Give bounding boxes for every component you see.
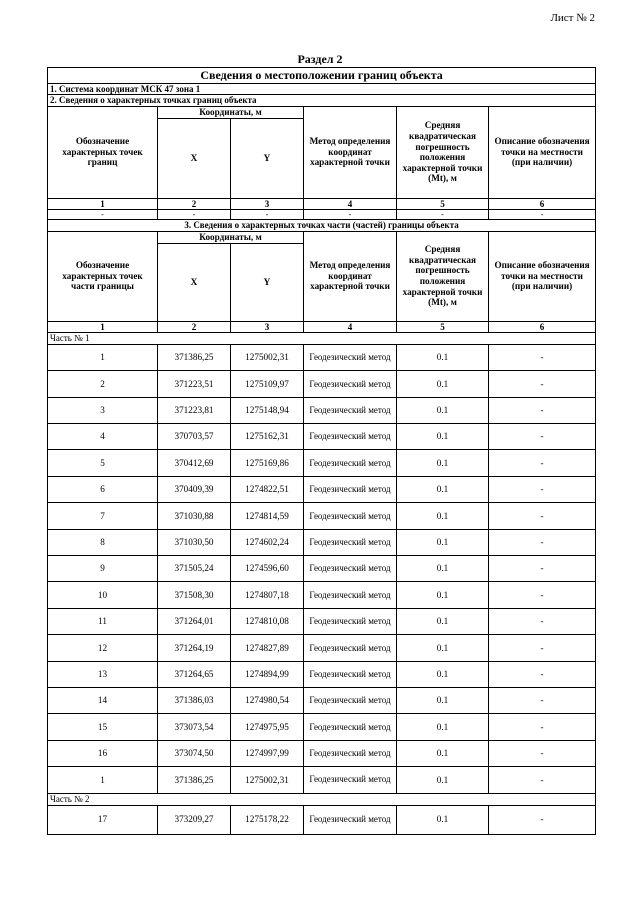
- mt-cell: 0.1: [397, 529, 489, 555]
- method-cell: Геодезический метод: [304, 805, 397, 834]
- section-2-title: 2. Сведения о характерных точках границ объекта: [48, 95, 596, 106]
- empty-cell: -: [48, 210, 158, 220]
- method-cell: Геодезический метод: [304, 767, 397, 793]
- coord-y: 1275002,31: [231, 344, 304, 370]
- header-coordinates: Координаты, м: [158, 106, 304, 118]
- header-x: X: [158, 243, 231, 321]
- description-cell: -: [489, 450, 596, 476]
- description-cell: -: [489, 608, 596, 634]
- point-number: 4: [48, 424, 158, 450]
- description-cell: -: [489, 556, 596, 582]
- point-number: 12: [48, 635, 158, 661]
- point-number: 11: [48, 608, 158, 634]
- mt-cell: 0.1: [397, 371, 489, 397]
- coord-y: 1274827,89: [231, 635, 304, 661]
- part-2-label: Часть № 2: [48, 793, 596, 805]
- coord-x: 370703,57: [158, 424, 231, 450]
- section-3-title: 3. Сведения о характерных точках части (частей) границы объекта: [48, 220, 596, 231]
- coord-system: 1. Система координат МСК 47 зона 1: [48, 84, 596, 95]
- mt-cell: 0.1: [397, 767, 489, 793]
- header-method: Метод определения координат характерной точки: [304, 231, 397, 321]
- description-cell: -: [489, 635, 596, 661]
- coord-y: 1274894,99: [231, 661, 304, 687]
- col-number: 1: [48, 321, 158, 332]
- empty-cell: -: [397, 210, 489, 220]
- point-number: 7: [48, 503, 158, 529]
- coord-x: 373209,27: [158, 805, 231, 834]
- coord-x: 371386,25: [158, 767, 231, 793]
- method-cell: Геодезический метод: [304, 687, 397, 713]
- header-error: Средняя квадратическая погрешность положения характерной точки (Mt), м: [397, 231, 489, 321]
- point-number: 6: [48, 476, 158, 502]
- mt-cell: 0.1: [397, 397, 489, 423]
- coord-y: 1275109,97: [231, 371, 304, 397]
- table-row: [48, 503, 596, 529]
- point-number: 16: [48, 740, 158, 766]
- coord-y: 1274814,59: [231, 503, 304, 529]
- table-row: [48, 805, 596, 834]
- method-cell: Геодезический метод: [304, 503, 397, 529]
- coord-x: 373074,50: [158, 740, 231, 766]
- header-designation-part: Обозначение характерных точек части границы: [48, 231, 158, 321]
- table-row: [48, 397, 596, 423]
- coord-x: 371223,51: [158, 371, 231, 397]
- coord-x: 371264,19: [158, 635, 231, 661]
- mt-cell: 0.1: [397, 582, 489, 608]
- mt-cell: 0.1: [397, 503, 489, 529]
- col-number: 3: [231, 321, 304, 332]
- table-row: [48, 740, 596, 766]
- mt-cell: 0.1: [397, 450, 489, 476]
- method-cell: Геодезический метод: [304, 608, 397, 634]
- header-error: Средняя квадратическая погрешность положения характерной точки (Mt), м: [397, 106, 489, 198]
- description-cell: -: [489, 582, 596, 608]
- description-cell: -: [489, 687, 596, 713]
- point-number: 15: [48, 714, 158, 740]
- coord-x: 371223,81: [158, 397, 231, 423]
- point-number: 2: [48, 371, 158, 397]
- point-number: 13: [48, 661, 158, 687]
- coord-x: 371505,24: [158, 556, 231, 582]
- mt-cell: 0.1: [397, 608, 489, 634]
- table-row: [48, 608, 596, 634]
- point-number: 9: [48, 556, 158, 582]
- header-y: Y: [231, 243, 304, 321]
- method-cell: Геодезический метод: [304, 635, 397, 661]
- header-x: X: [158, 118, 231, 198]
- description-cell: -: [489, 714, 596, 740]
- description-cell: -: [489, 661, 596, 687]
- col-number: 2: [158, 321, 231, 332]
- description-cell: -: [489, 424, 596, 450]
- coord-y: 1275169,86: [231, 450, 304, 476]
- method-cell: Геодезический метод: [304, 661, 397, 687]
- coord-x: 370409,39: [158, 476, 231, 502]
- table-row: [48, 529, 596, 555]
- method-cell: Геодезический метод: [304, 556, 397, 582]
- mt-cell: 0.1: [397, 556, 489, 582]
- method-cell: Геодезический метод: [304, 714, 397, 740]
- header-method: Метод определения координат характерной точки: [304, 106, 397, 198]
- empty-row: [48, 210, 596, 220]
- sheet-number: Лист № 2: [550, 12, 595, 24]
- column-numbers-row: [48, 198, 596, 209]
- point-number: 10: [48, 582, 158, 608]
- header-coordinates: Координаты, м: [158, 231, 304, 243]
- section-title: Раздел 2: [297, 52, 343, 66]
- empty-cell: -: [304, 210, 397, 220]
- coord-y: 1274822,51: [231, 476, 304, 502]
- coord-y: 1274596,60: [231, 556, 304, 582]
- description-cell: -: [489, 344, 596, 370]
- part-1-label: Часть № 1: [48, 332, 596, 344]
- method-cell: Геодезический метод: [304, 371, 397, 397]
- description-cell: -: [489, 805, 596, 834]
- method-cell: Геодезический метод: [304, 344, 397, 370]
- col-number: 5: [397, 198, 489, 209]
- column-numbers-row: [48, 321, 596, 332]
- table-row: [48, 556, 596, 582]
- coord-x: 371030,50: [158, 529, 231, 555]
- table-title: Сведения о местоположении границ объекта: [48, 68, 596, 84]
- coord-x: 373073,54: [158, 714, 231, 740]
- coord-x: 371264,65: [158, 661, 231, 687]
- method-cell: Геодезический метод: [304, 397, 397, 423]
- method-cell: Геодезический метод: [304, 582, 397, 608]
- description-cell: -: [489, 503, 596, 529]
- mt-cell: 0.1: [397, 714, 489, 740]
- method-cell: Геодезический метод: [304, 424, 397, 450]
- mt-cell: 0.1: [397, 635, 489, 661]
- coord-x: 370412,69: [158, 450, 231, 476]
- coord-x: 371508,30: [158, 582, 231, 608]
- table-row: [48, 714, 596, 740]
- boundary-table: [47, 67, 596, 835]
- method-cell: Геодезический метод: [304, 476, 397, 502]
- col-number: 4: [304, 198, 397, 209]
- table-row: [48, 635, 596, 661]
- header-y: Y: [231, 118, 304, 198]
- coord-y: 1274975,95: [231, 714, 304, 740]
- table-row: [48, 450, 596, 476]
- point-number: 17: [48, 805, 158, 834]
- method-cell: Геодезический метод: [304, 450, 397, 476]
- coord-y: 1275002,31: [231, 767, 304, 793]
- mt-cell: 0.1: [397, 687, 489, 713]
- col-number: 6: [489, 198, 596, 209]
- mt-cell: 0.1: [397, 661, 489, 687]
- method-cell: Геодезический метод: [304, 529, 397, 555]
- table-row: [48, 424, 596, 450]
- mt-cell: 0.1: [397, 476, 489, 502]
- point-number: 1: [48, 344, 158, 370]
- col-number: 2: [158, 198, 231, 209]
- header-designation: Обозначение характерных точек границ: [48, 106, 158, 198]
- point-number: 14: [48, 687, 158, 713]
- coord-y: 1274997,99: [231, 740, 304, 766]
- header-description: Описание обозначения точки на местности (при наличии): [489, 106, 596, 198]
- mt-cell: 0.1: [397, 805, 489, 834]
- table-row: [48, 476, 596, 502]
- empty-cell: -: [158, 210, 231, 220]
- point-number: 8: [48, 529, 158, 555]
- coord-y: 1275148,94: [231, 397, 304, 423]
- table-row: [48, 582, 596, 608]
- coord-x: 371386,03: [158, 687, 231, 713]
- point-number: 5: [48, 450, 158, 476]
- mt-cell: 0.1: [397, 740, 489, 766]
- coord-y: 1274807,18: [231, 582, 304, 608]
- empty-cell: -: [231, 210, 304, 220]
- coord-y: 1274980,54: [231, 687, 304, 713]
- description-cell: -: [489, 371, 596, 397]
- coord-x: 371264,01: [158, 608, 231, 634]
- table-row: [48, 344, 596, 370]
- description-cell: -: [489, 397, 596, 423]
- mt-cell: 0.1: [397, 424, 489, 450]
- table-row: [48, 371, 596, 397]
- empty-cell: -: [489, 210, 596, 220]
- coord-y: 1274810,08: [231, 608, 304, 634]
- mt-cell: 0.1: [397, 344, 489, 370]
- coord-x: 371386,25: [158, 344, 231, 370]
- col-number: 4: [304, 321, 397, 332]
- col-number: 6: [489, 321, 596, 332]
- description-cell: -: [489, 767, 596, 793]
- coord-y: 1275178,22: [231, 805, 304, 834]
- coord-x: 371030,88: [158, 503, 231, 529]
- header-description: Описание обозначения точки на местности (при наличии): [489, 231, 596, 321]
- point-number: 1: [48, 767, 158, 793]
- table-row: [48, 687, 596, 713]
- point-number: 3: [48, 397, 158, 423]
- coord-y: 1274602,24: [231, 529, 304, 555]
- table-row: [48, 767, 596, 793]
- description-cell: -: [489, 476, 596, 502]
- description-cell: -: [489, 529, 596, 555]
- description-cell: -: [489, 740, 596, 766]
- table-row: [48, 661, 596, 687]
- coord-y: 1275162,31: [231, 424, 304, 450]
- method-cell: Геодезический метод: [304, 740, 397, 766]
- col-number: 3: [231, 198, 304, 209]
- col-number: 1: [48, 198, 158, 209]
- col-number: 5: [397, 321, 489, 332]
